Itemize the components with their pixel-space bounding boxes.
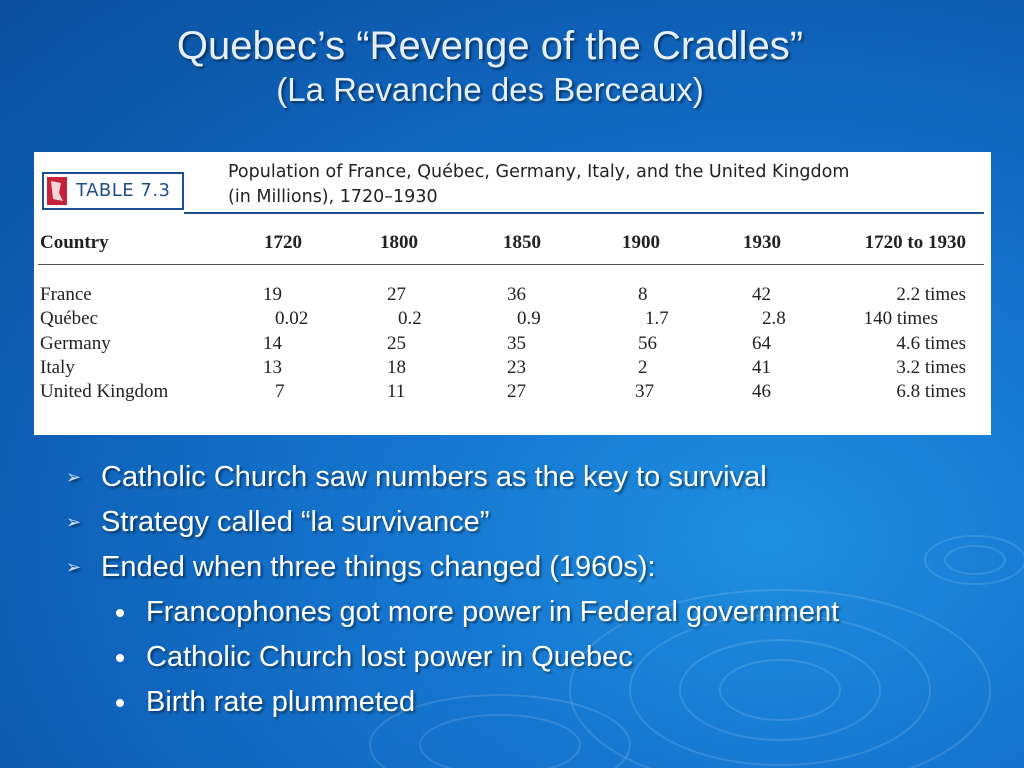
cell-1800: 27 [387,284,406,305]
cell-1900: 8 [638,284,648,305]
cell-country: France [40,284,92,305]
sub-list-item [66,635,1006,680]
header-growth: 1720 to 1930 [864,232,966,253]
slide-title [0,22,980,110]
sub-list-item [66,590,1006,635]
cell-1930: 2.8 [762,308,786,329]
cell-1900: 56 [638,333,657,354]
dot-bullet-icon [116,609,124,617]
title-subtitle: (La Revanche des Berceaux) [276,71,704,108]
header-1800: 1800 [380,232,418,253]
header-1900: 1900 [622,232,660,253]
arrow-bullet-icon: ➢ [66,512,82,532]
table-number: TABLE 7.3 [76,180,171,201]
cell-growth: 140 times [863,308,938,329]
sub-bullet-text: Birth rate plummeted [146,686,416,718]
cell-1720: 7 [275,381,285,402]
cell-1850: 27 [507,381,526,402]
sub-bullet-text: Francophones got more power in Federal government [146,596,840,628]
cell-1900: 2 [638,357,648,378]
population-table [34,152,991,435]
table-caption [228,160,988,210]
list-item [66,500,1006,545]
cell-growth: 3.2 times [896,357,966,378]
cell-1720: 0.02 [275,308,309,329]
cell-1720: 14 [263,333,282,354]
cell-1720: 19 [263,284,282,305]
caption-line-1: Population of France, Québec, Germany, Italy, and the United Kingdom [228,162,850,182]
cell-1800: 11 [387,381,406,402]
cell-1930: 64 [752,333,771,354]
cell-1930: 46 [752,381,771,402]
cell-growth: 2.2 times [896,284,966,305]
cell-1850: 0.9 [517,308,541,329]
dot-bullet-icon [116,699,124,707]
sub-list-item [66,680,1006,725]
cell-1800: 18 [387,357,406,378]
arrow-bullet-icon: ➢ [66,467,82,487]
cell-1930: 41 [752,357,771,378]
flag-icon [47,177,67,205]
cell-growth: 6.8 times [896,381,966,402]
column-rule [38,264,984,265]
table-badge [42,172,184,210]
header-1930: 1930 [743,232,781,253]
arrow-bullet-icon: ➢ [66,557,82,577]
bullet-text: Strategy called “la survivance” [101,506,490,538]
cell-1850: 36 [507,284,526,305]
cell-1800: 0.2 [398,308,422,329]
header-1720: 1720 [264,232,302,253]
cell-1720: 13 [263,357,282,378]
cell-growth: 4.6 times [896,333,966,354]
cell-country: United Kingdom [40,381,169,402]
bullet-list [66,455,1006,725]
cell-1800: 25 [387,333,406,354]
cell-1850: 23 [507,357,526,378]
cell-1850: 35 [507,333,526,354]
header-country: Country [40,232,109,253]
list-item [66,455,1006,500]
header-1850: 1850 [503,232,541,253]
bullet-text: Catholic Church saw numbers as the key to survival [101,461,767,493]
caption-line-2: (in Millions), 1720–1930 [228,187,438,207]
cell-1900: 37 [635,381,654,402]
cell-country: Québec [40,308,99,329]
cell-country: Italy [40,357,75,378]
list-item [66,545,1006,590]
cell-1900: 1.7 [645,308,669,329]
cell-country: Germany [40,333,111,354]
cell-1930: 42 [752,284,771,305]
title-main: Quebec’s “Revenge of the Cradles” [176,24,804,68]
bullet-text: Ended when three things changed (1960s): [101,551,656,583]
sub-bullet-text: Catholic Church lost power in Quebec [146,641,633,673]
header-rule [184,212,984,214]
dot-bullet-icon [116,654,124,662]
